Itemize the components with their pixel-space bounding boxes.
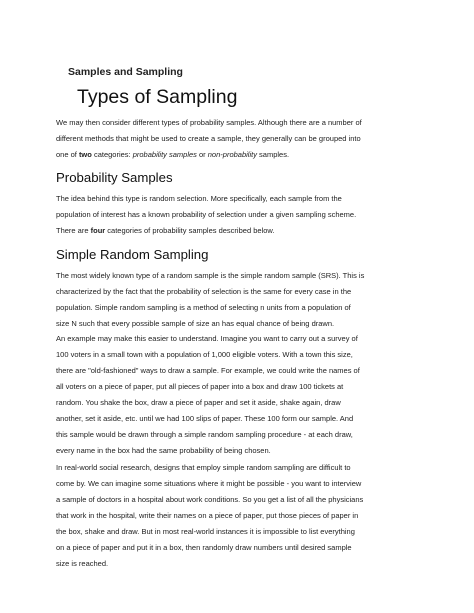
srs3-line: that work in the hospital, write their names on a piece of paper, put those pieces of paper in — [56, 511, 359, 520]
srs2-line: 100 voters in a small town with a population of 1,000 eligible voters. With a town this size, — [56, 350, 353, 359]
srs2-line: there are "old-fashioned" ways to draw a sample. For example, we could write the names of — [56, 366, 360, 375]
srs2-line: random. You shake the box, draw a piece of paper and set it aside, shake again, draw — [56, 398, 341, 407]
srs2-line: An example may make this easier to understand. Imagine you want to carry out a survey of — [56, 334, 358, 343]
srs1-line: The most widely known type of a random sample is the simple random sample (SRS). This is — [56, 271, 365, 280]
prob-line-2: population of interest has a known probability of selection under a given sampling scheme. — [56, 210, 357, 219]
prob-line-3: There are four categories of probability samples described below. — [56, 226, 275, 235]
srs2-line: every name in the box had the same probability of being chosen. — [56, 446, 271, 455]
probability-paragraph — [56, 191, 422, 239]
intro-line-1: We may then consider different types of probability samples. Although there are a number of — [56, 118, 362, 127]
srs1-line: population. Simple random sampling is a method of selecting n units from a population of — [56, 303, 351, 312]
srs3-line: on a piece of paper and put it in a box, then randomly draw numbers until desired sample — [56, 543, 352, 552]
srs3-line: the box, shake and draw. But in most real-world instances it is impossible to list everything — [56, 527, 355, 536]
srs2-line: another, set it aside, etc. until we had 100 slips of paper. These 100 form our sample. And — [56, 414, 354, 423]
intro-line-2: different methods that might be used to create a sample, they generally can be grouped into — [56, 134, 361, 143]
intro-line-3: one of two categories: probability samples or non-probability samples. — [56, 150, 290, 159]
intro-paragraph — [56, 115, 422, 163]
srs3-line: come by. We can imagine some situations where it might be possible - you want to interview — [56, 479, 362, 488]
srs-paragraph-3 — [56, 460, 422, 572]
srs1-line: characterized by the fact that the probability of selection is the same for every case in the — [56, 287, 352, 296]
probability-samples-heading: Probability Samples — [56, 170, 173, 185]
simple-random-sampling-heading: Simple Random Sampling — [56, 247, 209, 262]
srs3-line: In real-world social research, designs that employ simple random sampling are difficult to — [56, 463, 351, 472]
page-title: Types of Sampling — [77, 86, 238, 108]
srs3-line: size is reached. — [56, 559, 109, 568]
srs2-line: this sample would be drawn through a simple random sampling procedure - at each draw, — [56, 430, 353, 439]
srs-paragraph-2 — [56, 331, 422, 459]
srs-paragraph-1 — [56, 268, 422, 332]
srs1-line: size N such that every possible sample of size an has equal chance of being drawn. — [56, 319, 335, 328]
srs3-line: a sample of doctors in a hospital about work conditions. So you get a list of all the physicians — [56, 495, 364, 504]
prob-line-1: The idea behind this type is random selection. More specifically, each sample from the — [56, 194, 342, 203]
running-head: Samples and Sampling — [68, 66, 183, 78]
srs2-line: all voters on a piece of paper, put all pieces of paper into a box and draw 100 tickets at — [56, 382, 344, 391]
